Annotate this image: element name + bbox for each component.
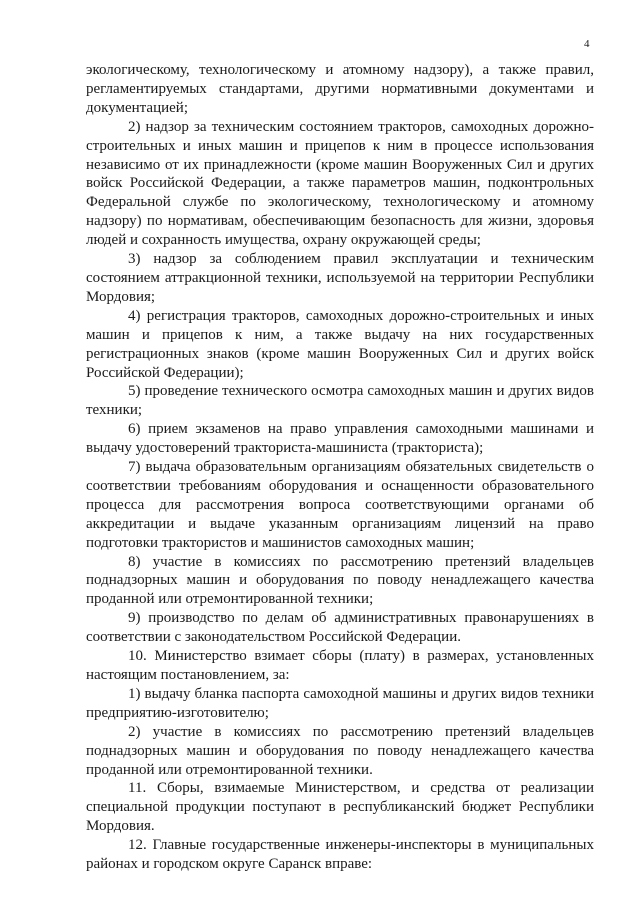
paragraph-item-5: 5) проведение технического осмотра самоходных машин и других видов техники; — [86, 383, 594, 419]
paragraph-item-3: 3) надзор за соблюдением правил эксплуатации и техническим состоянием аттракционной техники, используемой на территории Республики Мордовия; — [86, 251, 594, 305]
paragraph-continuation: экологическому, технологическому и атомному надзору), а также правил, регламентируемых стандартами, другими нормативными документами и документацией; — [86, 62, 594, 116]
paragraph-item-2: 2) надзор за техническим состоянием тракторов, самоходных дорожно-строительных и иных машин и прицепов к ним в процессе использования независимо от их принадлежности (кроме машин Вооруженных Сил и других войск Российской Федерации, а также параметров машин, подконтрольных Федеральной службе по экологическому, технологическому и атомному надзору) по нормативам, обеспечивающим безопасность для жизни, здоровья людей и сохранность имущества, охрану окружающей среды; — [86, 118, 594, 249]
paragraph-item-6: 6) прием экзаменов на право управления самоходными машинами и выдачу удостоверений тракториста-машиниста (тракториста); — [86, 421, 594, 457]
paragraph-item-9: 9) производство по делам об административных правонарушениях в соответствии с законодательством Российской Федерации. — [86, 610, 594, 646]
paragraph-section-10: 10. Министерство взимает сборы (плату) в размерах, установленных настоящим постановлением, за: — [86, 648, 594, 683]
paragraph-section-10-item-2: 2) участие в комиссиях по рассмотрению претензий владельцев поднадзорных машин и оборудования по поводу ненадлежащего качества проданной или отремонтированной техники. — [86, 723, 594, 778]
document-body — [86, 61, 594, 874]
paragraph-item-4: 4) регистрация тракторов, самоходных дорожно-строительных и иных машин и прицепов к ним, а также выдачу на них государственных регистрационных знаков (кроме машин Вооруженных Сил и других войск Российской Федерации); — [86, 307, 594, 381]
paragraph-section-12: 12. Главные государственные инженеры-инспекторы в муниципальных районах и городском округе Саранск вправе: — [86, 837, 594, 873]
paragraph-section-11: 11. Сборы, взимаемые Министерством, и средства от реализации специальной продукции поступают в республиканский бюджет Республики Мордовия. — [86, 780, 594, 835]
paragraph-section-10-item-1: 1) выдачу бланка паспорта самоходной машины и других видов техники предприятию-изготовителю; — [86, 685, 594, 721]
page-number: 4 — [584, 38, 590, 50]
paragraph-item-8: 8) участие в комиссиях по рассмотрению претензий владельцев поднадзорных машин и оборудования по поводу ненадлежащего качества проданной или отремонтированной техники; — [86, 553, 594, 608]
paragraph-item-7: 7) выдача образовательным организациям обязательных свидетельств о соответствии требованиям оборудования и оснащенности образовательного процесса для рассмотрения вопроса соответствующими органами об аккредитации и выдаче указанным организациям лицензий на право подготовки трактористов и машинистов самоходных машин; — [86, 459, 594, 551]
